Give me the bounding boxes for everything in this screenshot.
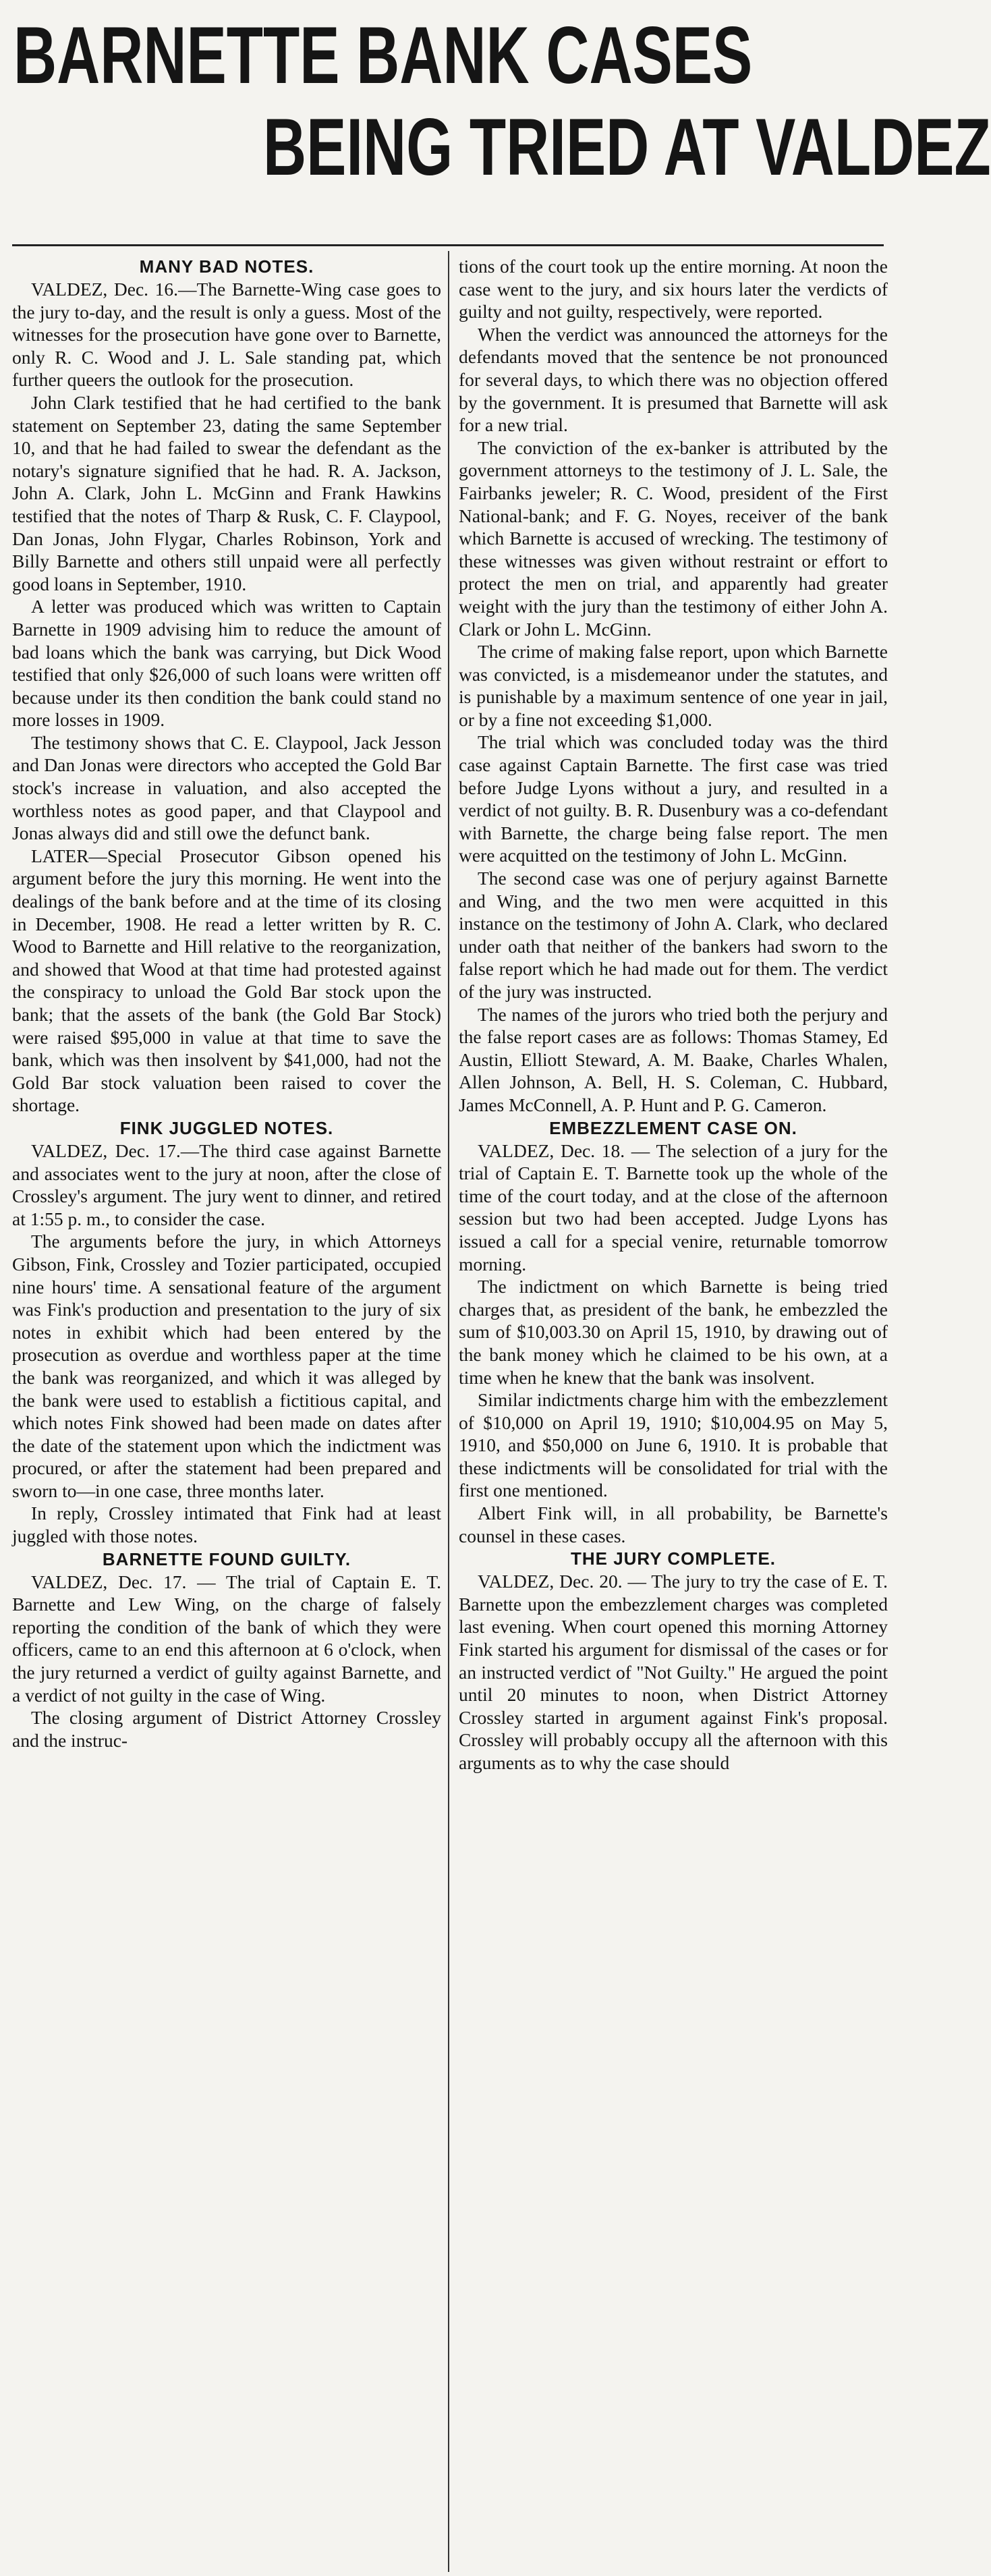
article-paragraph: The second case was one of perjury against Barnette and Wing, and the two men were acquitted in this instance on the testimony of John A. Clark, who declared under oath that neither of the bankers had sworn to the false report which he had made out for them. The verdict of the jury was instructed. bbox=[459, 868, 888, 1002]
section-subhead: MANY BAD NOTES. bbox=[139, 256, 314, 277]
article-paragraph: The indictment on which Barnette is being tried charges that, as president of the bank, he embezzled the sum of $10,003.30 on April 15, 1910, by drawing out of the bank money which he claimed to be his own, at a time when he knew that the bank was insolvent. bbox=[459, 1276, 888, 1388]
article-paragraph: In reply, Crossley intimated that Fink had at least juggled with those notes. bbox=[12, 1503, 441, 1547]
article-paragraph: When the verdict was announced the attorneys for the defendants moved that the sentence be not pronounced for several days, to which there was no objection offered by the government. It is presumed that Barnette will ask for a new trial. bbox=[459, 323, 888, 436]
article-paragraph: The names of the jurors who tried both the perjury and the false report cases are as follows: Thomas Stamey, Ed Austin, Elliott Steward, A. M. Baake, Charles Whalen, Allen Johnson, A. Bell, H. S. Coleman, C. Hubbard, James McConnell, A. P. Hunt and P. G. Cameron. bbox=[459, 1003, 888, 1115]
article-paragraph: VALDEZ, Dec. 17. — The trial of Captain E. T. Barnette and Lew Wing, on the charge of falsely reporting the condition of the bank of which they were officers, came to an end this afternoon at 6 o'clock, when the jury returned a verdict of guilty against Barnette, and a verdict of not guilty in the case of Wing. bbox=[12, 1571, 441, 1706]
column-rule bbox=[448, 251, 449, 2572]
article-paragraph: Albert Fink will, in all probability, be Barnette's counsel in these cases. bbox=[459, 1503, 888, 1546]
article-paragraph: VALDEZ, Dec. 16.—The Barnette-Wing case goes to the jury to-day, and the result is only a guess. Most of the witnesses for the prosecution have gone over to Barnette, only R. C. Wood and J. L. Sale standing pat, which further queers the outlook for the prosecution. bbox=[12, 279, 441, 391]
section-subhead: EMBEZZLEMENT CASE ON. bbox=[549, 1117, 797, 1138]
headline-line-1: BARNETTE BANK CASES bbox=[13, 10, 753, 101]
section-subhead: FINK JUGGLED NOTES. bbox=[119, 1117, 334, 1138]
article-paragraph: VALDEZ, Dec. 20. — The jury to try the case of E. T. Barnette upon the embezzlement charges was completed last evening. When court opened this morning Attorney Fink started his argument for dismissal of the cases or for an instructed verdict of "Not Guilty." He argued the point until 20 minutes to noon, when District Attorney Crossley started in argument against Fink's proposal. Crossley will probably occupy all the afternoon with this arguments as to why the case should bbox=[459, 1571, 888, 1773]
headline-rule bbox=[12, 244, 884, 246]
article-paragraph: John Clark testified that he had certified to the bank statement on September 23, dating the same September 10, and that he had failed to swear the defendant as the notary's signature signified that he had. R. A. Jackson, John A. Clark, John L. McGinn and Frank Hawkins testified that the notes of Tharp & Rusk, C. F. Claypool, Dan Jonas, John Flygar, Charles Robinson, York and Billy Barnette and others still unpaid were all perfectly good loans in September, 1910. bbox=[12, 391, 441, 594]
article-paragraph: The closing argument of District Attorney Crossley and the instruc- bbox=[12, 1707, 441, 1751]
section-subhead: THE JURY COMPLETE. bbox=[570, 1548, 776, 1569]
headline bbox=[13, 9, 991, 193]
article-paragraph: The testimony shows that C. E. Claypool, Jack Jesson and Dan Jonas were directors who accepted the Gold Bar stock's increase in valuation, and also accepted the worthless notes as good paper, and that Claypool and Jonas always did and still owe the defunct bank. bbox=[12, 731, 441, 844]
article-paragraph: LATER—Special Prosecutor Gibson opened his argument before the jury this morning. He went into the dealings of the bank before and at the time of its closing in December, 1908. He read a letter written by R. C. Wood to Barnette and Hill relative to the reorganization, and showed that Wood at that time had protested against the conspiracy to unload the Gold Bar stock upon the bank; that the assets of the bank (the Gold Bar Stock) were raised $95,000 in value at that time to save the bank, which was then insolvent by $41,000, had not the Gold Bar stock valuation been raised to cover the shortage. bbox=[12, 845, 441, 1116]
continued-paragraph: tions of the court took up the entire morning. At noon the case went to the jury, and six hours later the verdicts of guilty and not guilty, respectively, were reported. bbox=[459, 256, 888, 323]
article-paragraph: VALDEZ, Dec. 18. — The selection of a jury for the trial of Captain E. T. Barnette took up the whole of the time of the court today, and at the close of the afternoon session but two had been accepted. Judge Lyons has issued a call for a special venire, returnable tomorrow morning. bbox=[459, 1140, 888, 1275]
left-column bbox=[12, 255, 441, 2571]
article-paragraph: The crime of making false report, upon which Barnette was convicted, is a misdemeanor under the statutes, and is punishable by a maximum sentence of one year in jail, or by a fine not exceeding $1,000. bbox=[459, 641, 888, 730]
section-subhead: BARNETTE FOUND GUILTY. bbox=[102, 1548, 351, 1569]
article-paragraph: The arguments before the jury, in which Attorneys Gibson, Fink, Crossley and Tozier participated, occupied nine hours' time. A sensational feature of the argument was Fink's production and presentation to the jury of six notes in exhibit which had been entered by the prosecution as overdue and worthless paper at the time the bank was reorganized, and which it was alleged by the bank were used to establish a fictitious capital, and which notes Fink showed had been made on dates after the date of the statement upon which the indictment was procured, or after the statement had been prepared and sworn to—in one case, three months later. bbox=[12, 1231, 441, 1501]
article-paragraph: A letter was produced which was written to Captain Barnette in 1909 advising him to reduce the amount of bad loans which the bank was carrying, but Dick Wood testified that only $26,000 of such loans were written off because under its then condition the bank could stand no more losses in 1909. bbox=[12, 596, 441, 731]
article-paragraph: VALDEZ, Dec. 17.—The third case against Barnette and associates went to the jury at noon, after the close of Crossley's argument. The jury went to dinner, and retired at 1:55 p. m., to consider the case. bbox=[12, 1140, 441, 1229]
article-paragraph: The conviction of the ex-banker is attributed by the government attorneys to the testimony of J. L. Sale, the Fairbanks jeweler; R. C. Wood, president of the First National-bank; and F. G. Noyes, receiver of the bank which Barnette is accused of wrecking. The testimony of these witnesses was given without restraint or effort to protect the men on trial, and apparently had greater weight with the jury than the testimony of either John A. Clark or John L. McGinn. bbox=[459, 437, 888, 640]
article-paragraph: Similar indictments charge him with the embezzlement of $10,000 on April 19, 1910; $10,004.95 on May 5, 1910, and $50,000 on June 6, 1910. It is probable that these indictments will be consolidated for trial with the first one mentioned. bbox=[459, 1389, 888, 1501]
headline-line-2: BEING TRIED AT VALDEZ bbox=[263, 102, 991, 192]
article-paragraph: The trial which was concluded today was the third case against Captain Barnette. The first case was tried before Judge Lyons without a jury, and resulted in a verdict of not guilty. B. R. Dusenbury was a co-defendant with Barnette, the charge being false report. The men were acquitted on the testimony of John L. McGinn. bbox=[459, 731, 888, 866]
right-column bbox=[459, 255, 888, 2571]
